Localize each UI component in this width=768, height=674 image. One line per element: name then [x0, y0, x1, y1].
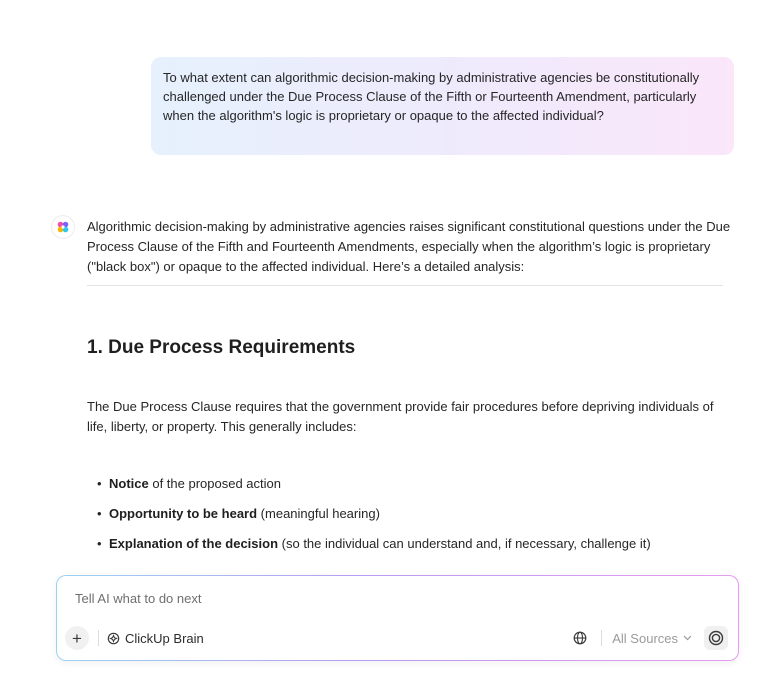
clickup-brain-button[interactable]: [107, 631, 204, 646]
list-item: [97, 474, 651, 504]
send-button[interactable]: [704, 626, 728, 650]
bullet-dot: •: [97, 476, 102, 491]
list-item-bold: Explanation of the decision: [109, 536, 279, 551]
bullet-dot: •: [97, 506, 102, 521]
section-heading: 1. Due Process Requirements: [87, 337, 356, 358]
section-paragraph: The Due Process Clause requires that the government provide fair procedures before depriving individuals of life, liberty, or property. This generally includes:: [87, 399, 714, 434]
list-item-text: (so the individual can understand and, if necessary, challenge it): [278, 536, 651, 551]
sources-dropdown[interactable]: [612, 631, 692, 646]
chevron-down-icon: [683, 635, 692, 641]
requirements-list: [97, 474, 651, 564]
sources-label: All Sources: [612, 630, 678, 646]
globe-icon: [573, 631, 587, 645]
composer-toolbar: [65, 625, 728, 651]
web-search-button[interactable]: [571, 629, 589, 647]
user-message-text: To what extent can algorithmic decision-making by administrative agencies be constitutionally challenged under the Due Process Clause of the Fifth or Fourteenth Amendment, particularly when the algorithm's logic is proprietary or opaque to the affected individual?: [163, 70, 700, 123]
toolbar-separator: [98, 630, 99, 646]
assistant-avatar: [52, 216, 74, 238]
bullet-dot: •: [97, 536, 102, 551]
list-item-bold: Notice: [109, 476, 149, 491]
list-item: [97, 534, 651, 564]
list-item-bold: Opportunity to be heard: [109, 506, 258, 521]
toolbar-separator: [601, 630, 602, 646]
response-intro: Algorithmic decision-making by administrative agencies raises significant constitutional questions under the Due Process Clause of the Fifth and Fourteenth Amendments, especially when the algorithm’s logic is proprietary ("black box") or opaque to the affected individual. Here’s a detailed analysis:: [87, 219, 731, 274]
plus-icon: +: [72, 628, 82, 648]
list-item-text: of the proposed action: [148, 476, 281, 491]
composer-input[interactable]: Tell AI what to do next: [75, 591, 202, 606]
clickup-brain-logo-icon: [56, 220, 70, 234]
clickup-brain-label: ClickUp Brain: [125, 630, 204, 646]
chat-composer[interactable]: [56, 575, 739, 661]
add-button[interactable]: [65, 626, 89, 650]
brain-icon: [107, 632, 120, 645]
send-icon: [708, 630, 724, 646]
list-item: [97, 504, 651, 534]
user-message-bubble: [151, 57, 734, 155]
list-item-text: (meaningful hearing): [257, 506, 380, 521]
divider: [87, 285, 723, 286]
assistant-response: [87, 217, 733, 551]
